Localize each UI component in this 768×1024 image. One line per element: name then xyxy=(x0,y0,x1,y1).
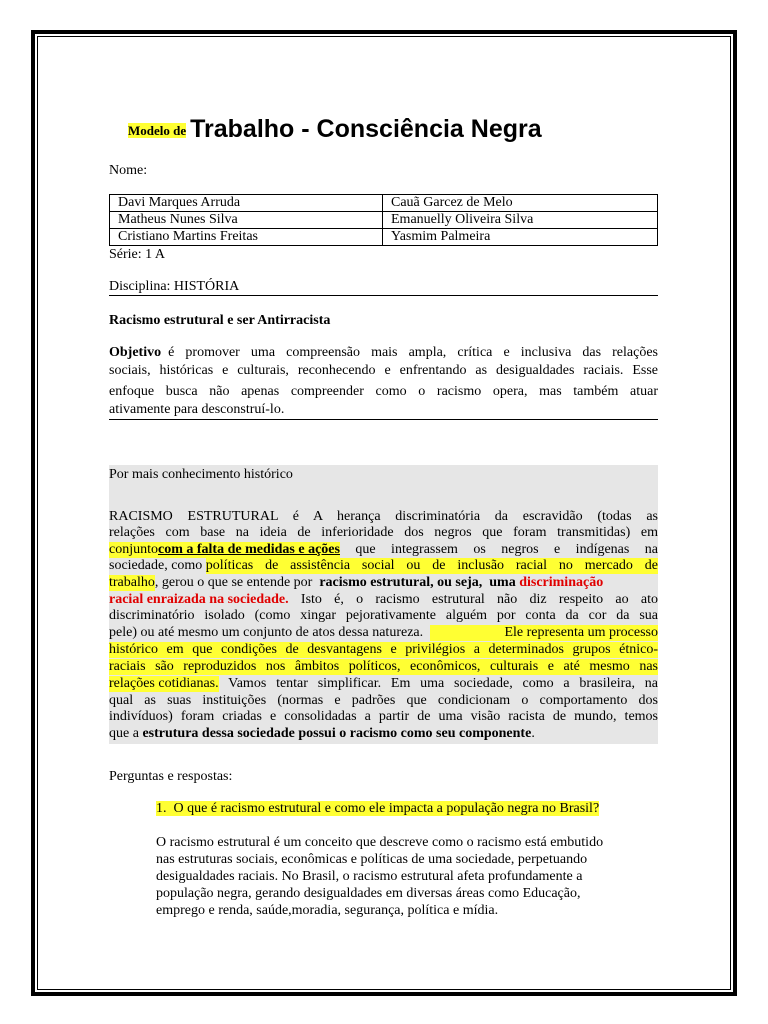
table-row xyxy=(110,229,658,246)
paragraph-text: que a xyxy=(109,726,143,741)
historico-heading: Por mais conhecimento histórico xyxy=(109,467,293,482)
table-cell: Yasmim Palmeira xyxy=(383,229,658,246)
title-prefix: Modelo de xyxy=(128,123,187,138)
table-row xyxy=(110,195,658,212)
paragraph-line xyxy=(109,542,658,558)
question-text: 1. O que é racismo estrutural e como ele impacta a população negra no Brasil? xyxy=(156,801,600,816)
answer-line: nas estruturas sociais, econômicas e políticas de uma sociedade, perpetuando xyxy=(156,852,588,867)
objetivo-line xyxy=(109,344,658,361)
answer-line: desigualdades raciais. No Brasil, o racismo estrutural afeta profundamente a xyxy=(156,869,583,884)
paragraph-line xyxy=(109,676,658,692)
section-heading: Racismo estrutural e ser Antirracista xyxy=(109,313,331,328)
highlight-text: raciais são reproduzidos nos âmbitos políticos, econômicos, culturais e até mesmo nas xyxy=(109,659,658,674)
paragraph-text: indivíduos) foram criadas e consolidadas a partir de uma visão racista de mundo, temos xyxy=(109,709,658,724)
question-1 xyxy=(156,800,599,817)
paragraph-text: qual as suas instituições (normas e padrões que condicionam o comportamento dos xyxy=(109,693,658,708)
divider xyxy=(109,295,658,296)
nome-label: Nome: xyxy=(109,163,148,178)
paragraph-text: relações com base na ideia de inferioridade dos negros que foram transmitidas) em xyxy=(109,525,658,540)
answer-line: população negra, gerando desigualdades em diversas áreas como Educação, xyxy=(156,886,581,901)
objetivo-line xyxy=(109,383,658,400)
objetivo-line xyxy=(109,401,658,418)
objetivo-text: é promover uma compreensão mais ampla, crítica e inclusiva das relações xyxy=(168,345,658,360)
paragraph-line xyxy=(109,558,658,574)
paragraph-text: Isto é, o racismo estrutural não diz respeito ao ato xyxy=(288,592,658,607)
paragraph-text: pele) ou até mesmo um conjunto de atos dessa natureza. xyxy=(109,625,431,640)
bold-text: racismo estrutural, ou seja, uma xyxy=(315,575,520,590)
objetivo-bold: Objetivo xyxy=(109,345,162,360)
table-cell: Matheus Nunes Silva xyxy=(110,212,383,229)
paragraph-text: . xyxy=(531,726,535,741)
paragraph-text: sociedade, como xyxy=(109,558,206,573)
paragraph-line xyxy=(109,726,658,742)
paragraph-line xyxy=(109,659,658,675)
paragraph-line xyxy=(109,575,658,591)
highlight-text: relações cotidianas. xyxy=(109,676,219,691)
highlight-bold-text: com a falta de medidas e ações xyxy=(158,542,340,557)
paragraph-line xyxy=(109,693,658,709)
paragraph-line xyxy=(109,608,658,624)
divider xyxy=(109,419,658,420)
disciplina-label: Disciplina: HISTÓRIA xyxy=(109,279,240,294)
serie-label: Série: 1 A xyxy=(109,247,165,262)
answer-line: O racismo estrutural é um conceito que descreve como o racismo está embutido xyxy=(156,835,604,850)
paragraph-text: , gerou o que se entende por xyxy=(154,575,316,590)
paragraph-text: discriminatório isolado (como xingar pejorativamente alguém por conta da cor da sua xyxy=(109,608,658,623)
highlight-text: conjunto xyxy=(109,542,158,557)
paragraph-line xyxy=(109,625,658,641)
red-bold-text: racial enraizada na sociedade. xyxy=(109,592,289,607)
highlight-text: histórico em que condições de desvantagens e privilégios a determinados grupos étnico- xyxy=(109,642,658,657)
paragraph-line xyxy=(109,709,658,725)
paragraph-line xyxy=(109,525,658,541)
highlight-text: Ele representa um processo xyxy=(430,625,658,641)
bold-text: estrutura dessa sociedade possui o racismo como seu componente xyxy=(142,726,532,741)
paragraph-line xyxy=(109,642,658,658)
title-main: Trabalho - Consciência Negra xyxy=(190,115,542,143)
paragraph-text: Vamos tentar simplificar. Em uma sociedade, como a brasileira, na xyxy=(218,676,658,691)
objetivo-text: ativamente para desconstruí-lo. xyxy=(109,402,285,417)
paragraph-text: que integrassem os negros e indígenas na xyxy=(339,542,658,557)
table-cell: Davi Marques Arruda xyxy=(110,195,383,212)
table-row xyxy=(110,212,658,229)
names-table xyxy=(109,194,658,246)
perguntas-heading: Perguntas e respostas: xyxy=(109,769,233,784)
table-cell: Cauã Garcez de Melo xyxy=(383,195,658,212)
objetivo-text: sociais, históricas e culturais, reconhecendo e enfrentando as desigualdades raciais. Esse xyxy=(109,363,658,378)
document-title xyxy=(128,115,542,144)
red-bold-text: discriminação xyxy=(519,575,604,590)
objetivo-line xyxy=(109,362,658,379)
paragraph-line xyxy=(109,509,658,525)
highlight-text: trabalho xyxy=(109,575,155,590)
objetivo-text: enfoque busca não apenas compreender como o racismo opera, mas também atuar xyxy=(109,384,658,399)
highlight-text: políticas de assistência social ou de inclusão racial no mercado de xyxy=(205,558,658,573)
answer-line: emprego e renda, saúde,moradia, segurança, política e mídia. xyxy=(156,903,499,918)
paragraph-text: RACISMO ESTRUTURAL é A herança discriminatória da escravidão (todas as xyxy=(109,509,658,524)
table-cell: Cristiano Martins Freitas xyxy=(110,229,383,246)
paragraph-line xyxy=(109,592,658,608)
table-cell: Emanuelly Oliveira Silva xyxy=(383,212,658,229)
